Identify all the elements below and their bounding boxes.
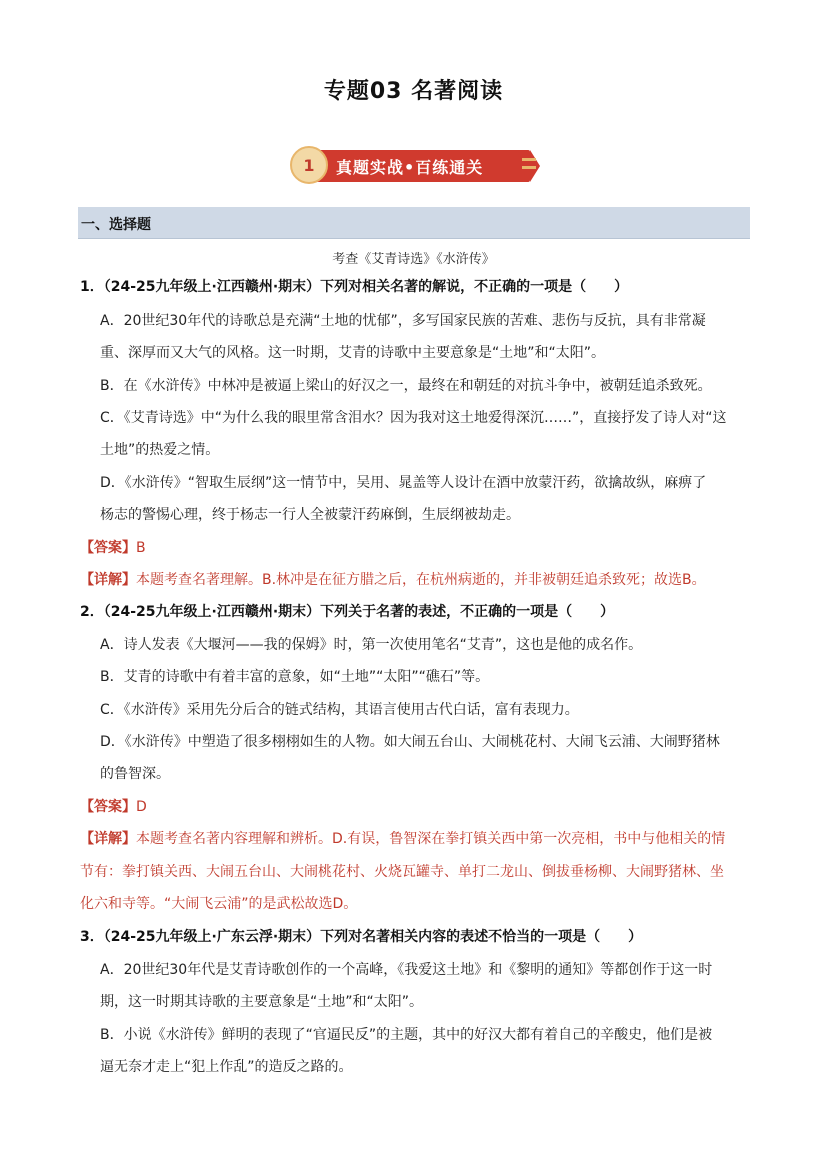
option-line: D．《水浒传》“智取生辰纲”这一情节中，吴用、晁盖等人设计在酒中放蒙汗药，欲擒故纵，麻痹了	[100, 475, 707, 491]
option-line: A．20世纪30年代是艾青诗歌创作的一个高峰，《我爱这土地》和《黎明的通知》等都创作于这一时	[100, 962, 713, 978]
banner-text: 真题实战•百练通关	[336, 158, 484, 177]
question-stem: 2．（24-25九年级上·江西赣州·期末）下列关于名著的表述，不正确的一项是（ ）	[80, 604, 615, 620]
detail-line	[80, 829, 725, 849]
question-stem: 1．（24-25九年级上·江西赣州·期末）下列对相关名著的解说，不正确的一项是（ ）	[80, 279, 629, 295]
answer-line	[80, 538, 146, 558]
page-title: 专题03 名著阅读	[323, 79, 504, 104]
banner-decoration	[522, 166, 536, 169]
section-header	[78, 207, 750, 239]
answer-value: D	[136, 799, 147, 815]
detail-line	[80, 570, 706, 590]
option-line: 重、深厚而又大气的风格。这一时期，艾青的诗歌中主要意象是“土地”和“太阳”。	[100, 345, 606, 361]
answer-value: B	[136, 540, 146, 556]
detail-line: 节有：拳打镇关西、大闹五台山、大闹桃花村、火烧瓦罐寺、单打二龙山、倒拔垂杨柳、大闹野猪林、坐	[80, 864, 724, 880]
option-line: B．在《水浒传》中林冲是被逼上梁山的好汉之一，最终在和朝廷的对抗斗争中，被朝廷追杀致死。	[100, 378, 712, 394]
question-stem: 3．（24-25九年级上·广东云浮·期末）下列对名著相关内容的表述不恰当的一项是（ ）	[80, 929, 643, 945]
detail-line: 化六和寺等。“大闹飞云浦”的是武松故选D。	[80, 896, 358, 912]
answer-line	[80, 797, 147, 817]
answer-label: 【答案】	[80, 799, 136, 815]
option-line: 土地”的热爱之情。	[100, 442, 220, 458]
section-banner	[290, 146, 540, 186]
detail-text: 本题考查名著理解。B.林冲是在征方腊之后，在杭州病逝的，并非被朝廷追杀致死；故选B。	[136, 572, 706, 588]
option-line: 逼无奈才走上“犯上作乱”的造反之路的。	[100, 1059, 353, 1075]
option-line: 杨志的警惕心理，终于杨志一行人全被蒙汗药麻倒，生辰纲被劫走。	[100, 507, 520, 523]
detail-text: 本题考查名著内容理解和辨析。D.有误，鲁智深在拳打镇关西中第一次亮相，书中与他相关的情	[136, 831, 726, 847]
option-line: 的鲁智深。	[100, 766, 170, 782]
banner-number-badge: 1	[290, 146, 328, 184]
option-line: B．小说《水浒传》鲜明的表现了“官逼民反”的主题，其中的好汉大都有着自己的辛酸史，他们是被	[100, 1027, 713, 1043]
option-line: C．《艾青诗选》中“为什么我的眼里常含泪水？因为我对这土地爱得深沉……”，直接抒发了诗人对“这	[100, 410, 727, 426]
option-line: B．艾青的诗歌中有着丰富的意象，如“土地”“太阳”“礁石”等。	[100, 669, 490, 685]
answer-label: 【答案】	[80, 540, 136, 556]
option-line: D．《水浒传》中塑造了很多栩栩如生的人物。如大闹五台山、大闹桃花村、大闹飞云浦、大闹野猪林	[100, 734, 720, 750]
section-title: 一、选择题	[81, 217, 151, 233]
topic-line: 考查《艾青诗选》《水浒传》	[332, 252, 495, 267]
option-line: 期，这一时期其诗歌的主要意象是“土地”和“太阳”。	[100, 994, 424, 1010]
banner-decoration	[522, 158, 536, 161]
option-line: A．20世纪30年代的诗歌总是充满“土地的忧郁”，多写国家民族的苦难、悲伤与反抗，具有非常凝	[100, 313, 706, 329]
option-line: A．诗人发表《大堰河——我的保姆》时，第一次使用笔名“艾青”，这也是他的成名作。	[100, 637, 643, 653]
detail-label: 【详解】	[80, 831, 136, 847]
detail-label: 【详解】	[80, 572, 136, 588]
option-line: C．《水浒传》采用先分后合的链式结构，其语言使用古代白话，富有表现力。	[100, 702, 579, 718]
